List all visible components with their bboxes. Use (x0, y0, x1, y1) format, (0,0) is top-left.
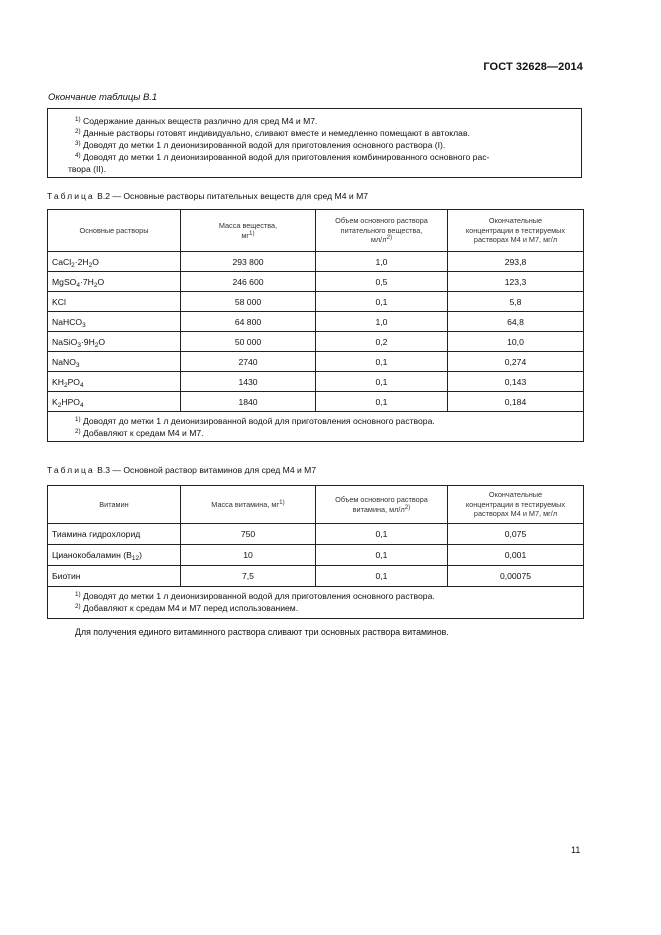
concentration-cell: 0,001 (448, 545, 584, 566)
mass-cell: 2740 (181, 352, 316, 372)
table-b2-caption (47, 191, 368, 201)
concentration-cell: 0,00075 (448, 566, 584, 587)
column-header: Основные растворы (48, 210, 181, 252)
note-line (75, 152, 489, 162)
note-text: Добавляют к средам M4 и M7 перед использованием. (83, 603, 299, 613)
note-line (75, 602, 583, 614)
volume-cell: 0,1 (316, 292, 448, 312)
column-header: Окончательные концентрации в тестируемых растворах M4 и M7, мг/л (448, 486, 584, 524)
volume-cell: 0,5 (316, 272, 448, 292)
caption-label: Таблица (47, 465, 95, 475)
note-text: Содержание данных веществ различно для сред M4 и M7. (83, 116, 318, 126)
mass-cell: 1430 (181, 372, 316, 392)
column-header: Витамин (48, 486, 181, 524)
note-text: Доводят до метки 1 л деионизированной водой для приготовления основного раствора. (83, 591, 435, 601)
vitamin-name: Тиамина гидрохлорид (48, 524, 181, 545)
column-header: Объем основного раствора витамина, $мл/л^{2)}$ (316, 486, 448, 524)
concentration-cell: 10,0 (448, 332, 584, 352)
note-line (75, 415, 583, 427)
note-text: Добавляют к средам M4 и M7. (83, 428, 204, 438)
substance-formula: NaNO$_3$ (48, 352, 181, 372)
note-line (75, 427, 583, 439)
table-header-row (48, 210, 584, 252)
table-row (48, 252, 584, 272)
substance-formula: KCl (48, 292, 181, 312)
concentration-cell: 64,8 (448, 312, 584, 332)
volume-cell: 0,1 (316, 392, 448, 412)
note-marker: 2) (75, 428, 81, 435)
volume-cell: 0,1 (316, 566, 448, 587)
note-marker: 1) (75, 116, 81, 123)
note-marker: 1) (75, 416, 81, 423)
substance-formula: $KH_2PO_4$ (48, 372, 181, 392)
caption-label: Таблица (47, 191, 95, 201)
concentration-cell: 0,075 (448, 524, 584, 545)
table-row (48, 312, 584, 332)
mass-cell: 50 000 (181, 332, 316, 352)
mass-cell: 1840 (181, 392, 316, 412)
table-b2 (47, 209, 584, 442)
concentration-cell: 0,143 (448, 372, 584, 392)
volume-cell: 0,1 (316, 372, 448, 392)
volume-cell: 0,2 (316, 332, 448, 352)
volume-cell: 1,0 (316, 252, 448, 272)
page-number: 11 (571, 845, 581, 855)
note-marker: 2) (75, 128, 81, 135)
mass-cell: 10 (181, 545, 316, 566)
table-b3-caption (47, 465, 316, 475)
mass-cell: 246 600 (181, 272, 316, 292)
table-row (48, 566, 584, 587)
volume-cell: 1,0 (316, 312, 448, 332)
note-text: твора (II). (68, 164, 107, 174)
table-row (48, 332, 584, 352)
caption-text: В.2 — Основные растворы питательных веществ для сред M4 и M7 (97, 191, 369, 201)
table-row (48, 545, 584, 566)
table-row (48, 272, 584, 292)
volume-cell: 0,1 (316, 545, 448, 566)
table-row (48, 524, 584, 545)
table-notes-row (48, 412, 584, 442)
table-b3 (47, 485, 584, 619)
table-row (48, 392, 584, 412)
table-row (48, 292, 584, 312)
note-text: Доводят до метки 1 л деионизированной водой для приготовления основного раствора. (83, 416, 435, 426)
table-row (48, 372, 584, 392)
mass-cell: 750 (181, 524, 316, 545)
caption-text: В.3 — Основной раствор витаминов для сред M4 и M7 (97, 465, 317, 475)
note-text: Доводят до метки 1 л деионизированной водой для приготовления основного раствора (I). (83, 140, 446, 150)
note-marker: 3) (75, 140, 81, 147)
concentration-cell: 123,3 (448, 272, 584, 292)
table-row (48, 352, 584, 372)
note-line-continued (68, 164, 106, 174)
mass-cell: 7,5 (181, 566, 316, 587)
substance-formula: $MgSO_4\cdot 7H_2O$ (48, 272, 181, 292)
table-b1-notes-box (47, 108, 582, 178)
note-line (75, 140, 445, 150)
concentration-cell: 293,8 (448, 252, 584, 272)
body-paragraph: Для получения единого витаминного раствора сливают три основных раствора витаминов. (75, 627, 449, 637)
concentration-cell: 0,184 (448, 392, 584, 412)
note-marker: 4) (75, 152, 81, 159)
note-marker: 2) (75, 603, 81, 610)
column-header: Масса вещества, $мг^{1)}$ (181, 210, 316, 252)
table-continuation-title: Окончание таблицы В.1 (48, 92, 158, 103)
substance-formula: $NaSiO_3\cdot 9H_2O$ (48, 332, 181, 352)
table-notes-row (48, 587, 584, 619)
column-header: Объем основного раствора питательного вещества, $мл/л^{2)}$ (316, 210, 448, 252)
mass-cell: 64 800 (181, 312, 316, 332)
volume-cell: 0,1 (316, 524, 448, 545)
note-text: Доводят до метки 1 л деионизированной водой для приготовления комбинированного основного рас- (83, 152, 490, 162)
note-marker: 1) (75, 591, 81, 598)
column-header: Масса витамина, $мг^{1)}$ (181, 486, 316, 524)
volume-cell: 0,1 (316, 352, 448, 372)
mass-cell: 293 800 (181, 252, 316, 272)
vitamin-name: Биотин (48, 566, 181, 587)
substance-formula: $CaCl_2\cdot 2H_2O$ (48, 252, 181, 272)
note-line (75, 128, 470, 138)
table-header-row (48, 486, 584, 524)
document-code-header: ГОСТ 32628—2014 (483, 61, 583, 73)
note-line (75, 590, 583, 602)
vitamin-name: Цианокобаламин $(B_{12})$ (48, 545, 181, 566)
substance-formula: $K_2HPO_4$ (48, 392, 181, 412)
note-text: Данные растворы готовят индивидуально, сливают вместе и немедленно помещают в автоклав. (83, 128, 470, 138)
mass-cell: 58 000 (181, 292, 316, 312)
table-notes (48, 412, 584, 442)
note-line (75, 116, 317, 126)
concentration-cell: 5,8 (448, 292, 584, 312)
concentration-cell: 0,274 (448, 352, 584, 372)
column-header: Окончательные концентрации в тестируемых растворах M4 и M7, мг/л (448, 210, 584, 252)
substance-formula: NaHCO$_3$ (48, 312, 181, 332)
table-notes (48, 587, 584, 619)
